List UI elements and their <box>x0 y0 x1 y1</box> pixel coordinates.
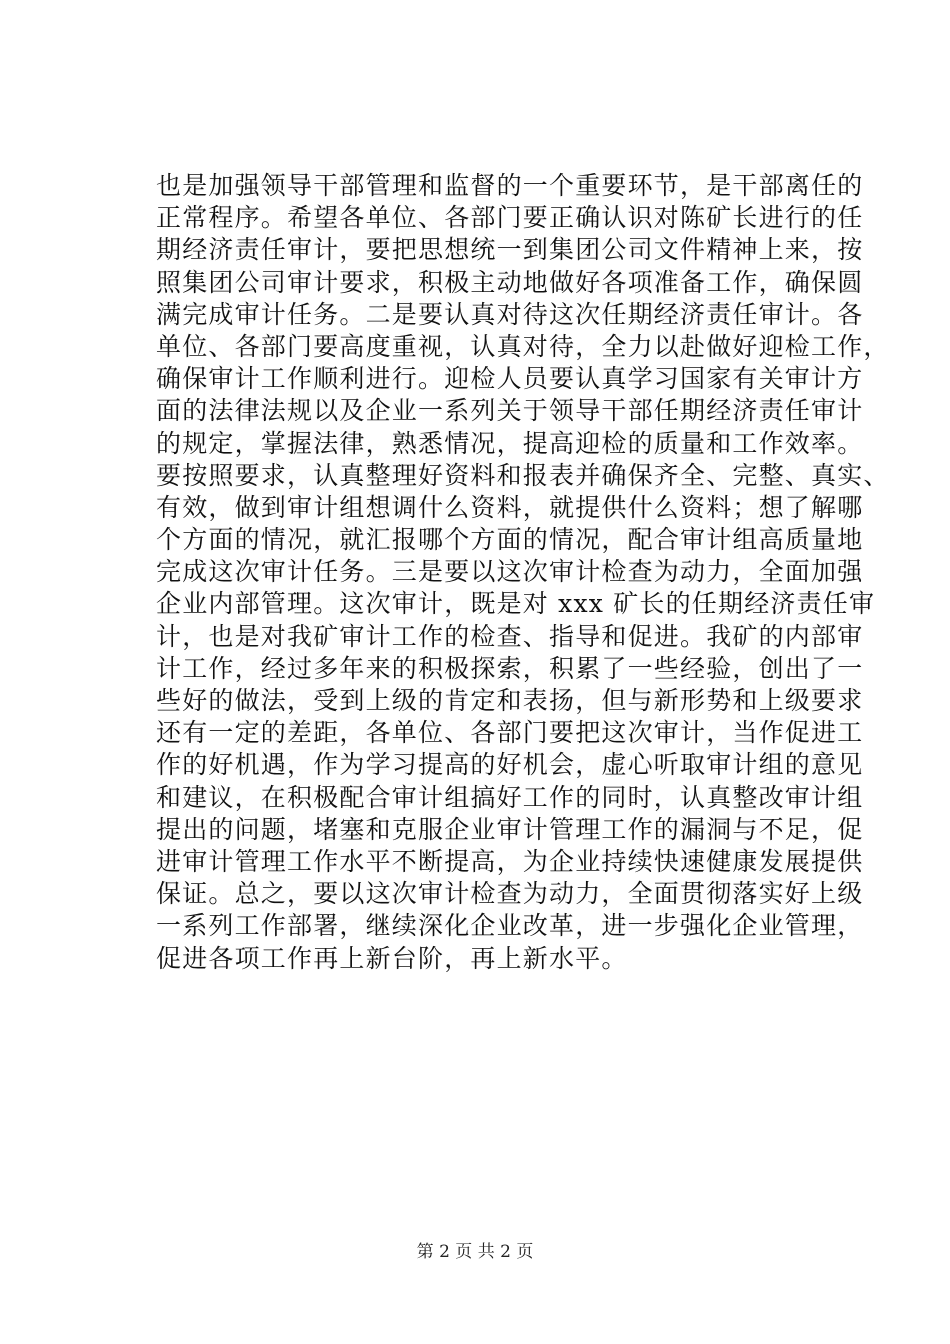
text-line: 计，也是对我矿审计工作的检查、指导和促进。我矿的内部审 <box>156 621 864 651</box>
text-line: 要按照要求，认真整理好资料和报表并确保齐全、完整、真实、 <box>156 460 890 490</box>
text-line: 保证。总之，要以这次审计检查为动力，全面贯彻落实好上级 <box>156 879 864 909</box>
text-line: 些好的做法，受到上级的肯定和表扬，但与新形势和上级要求 <box>156 686 864 715</box>
text-line: 完成这次审计任务。三是要以这次审计检查为动力，全面加强 <box>156 557 864 587</box>
text-line: 照集团公司审计要求，积极主动地做好各项准备工作，确保圆 <box>156 267 864 297</box>
text-line: 期经济责任审计，要把思想统一到集团公司文件精神上来，按 <box>156 235 864 265</box>
page-footer: 第 2 页 共 2 页 <box>416 1242 534 1262</box>
text-line: 进审计管理工作水平不断提高，为企业持续快速健康发展提供 <box>156 846 864 876</box>
text-line: 和建议，在积极配合审计组搞好工作的同时，认真整改审计组 <box>156 782 864 812</box>
text-line: 满完成审计任务。二是要认真对待这次任期经济责任审计。各 <box>156 299 864 329</box>
text-line: 提出的问题，堵塞和克服企业审计管理工作的漏洞与不足，促 <box>156 814 864 844</box>
text-line: 促进各项工作再上新台阶，再上新水平。 <box>156 943 628 973</box>
text-line: 企业内部管理。这次审计，既是对 xxx 矿长的任期经济责任审 <box>156 589 876 619</box>
text-line: 还有一定的差距，各单位、各部门要把这次审计，当作促进工 <box>156 718 864 748</box>
text-line: 个方面的情况，就汇报哪个方面的情况，配合审计组高质量地 <box>156 525 864 555</box>
text-line: 作的好机遇，作为学习提高的好机会，虚心听取审计组的意见 <box>156 750 864 780</box>
text-line: 确保审计工作顺利进行。迎检人员要认真学习国家有关审计方 <box>156 364 864 394</box>
text-line: 有效，做到审计组想调什么资料，就提供什么资料；想了解哪 <box>156 492 864 522</box>
body-text <box>156 170 890 975</box>
text-line: 单位、各部门要高度重视，认真对待，全力以赴做好迎检工作， <box>156 331 890 361</box>
text-line: 计工作，经过多年来的积极探索，积累了一些经验，创出了一 <box>156 653 864 683</box>
text-line: 正常程序。希望各单位、各部门要正确认识对陈矿长进行的任 <box>156 203 864 233</box>
text-line: 也是加强领导干部管理和监督的一个重要环节，是干部离任的 <box>156 171 864 200</box>
text-line: 一系列工作部署，继续深化企业改革，进一步强化企业管理， <box>156 911 864 941</box>
text-line: 面的法律法规以及企业一系列关于领导干部任期经济责任审计 <box>156 396 864 426</box>
text-line: 的规定，掌握法律，熟悉情况，提高迎检的质量和工作效率。 <box>156 428 864 458</box>
